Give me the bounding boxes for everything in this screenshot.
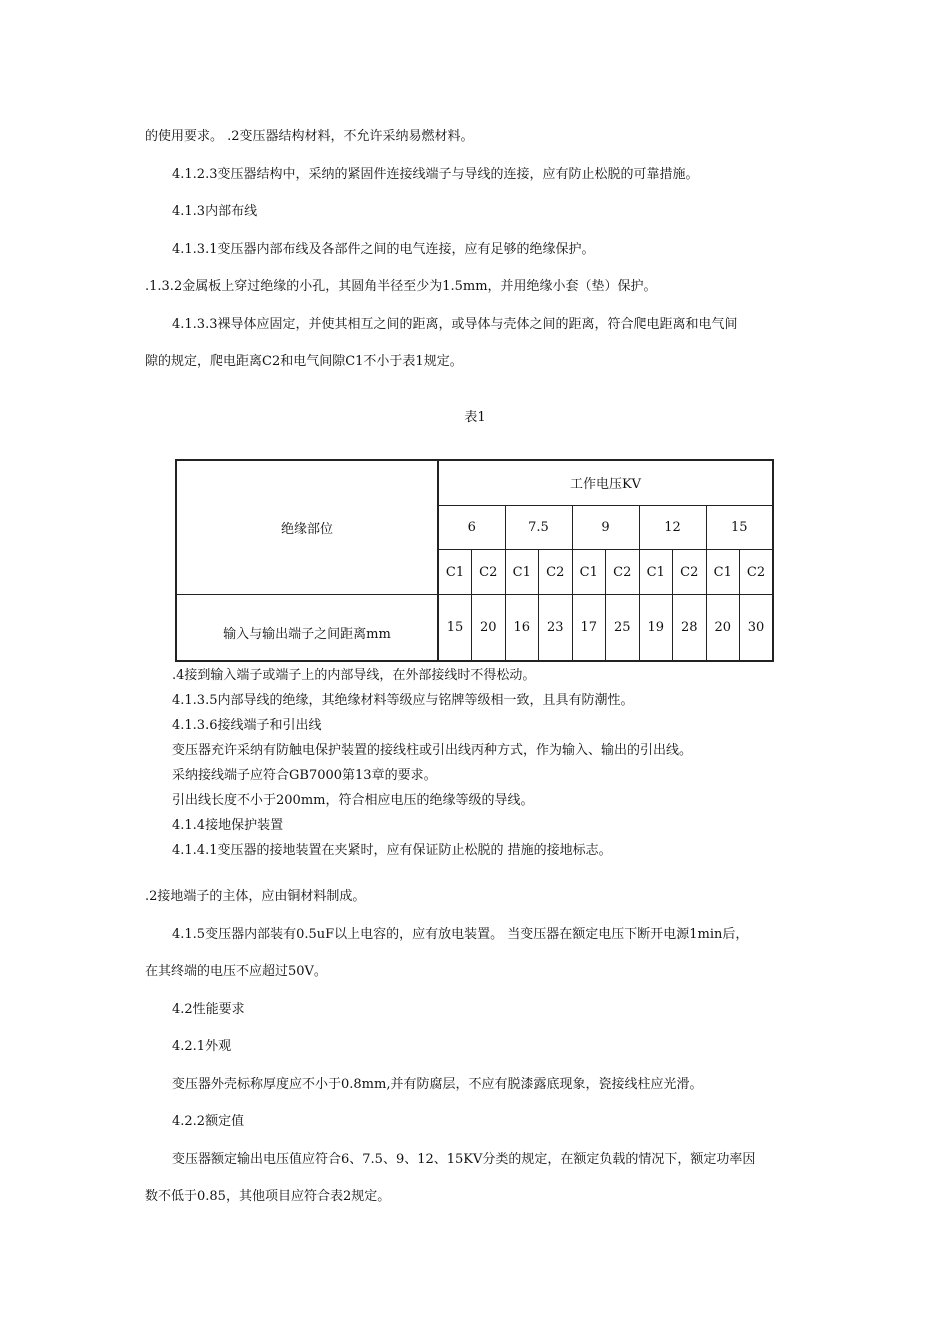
voltage-header-7-5: 7.5	[505, 505, 572, 549]
paragraph: 隙的规定，爬电距离C2和电气间隙C1不小于表1规定。	[145, 354, 463, 369]
paragraph: 变压器外壳标称厚度应不小于0.8mm,并有防腐层，不应有脱漆露底现象，瓷接线柱应光滑。	[172, 1077, 703, 1092]
clearance-table	[175, 459, 774, 662]
sub-header-cell: C1	[572, 550, 606, 594]
section-heading: 4.2性能要求	[172, 1002, 245, 1017]
paragraph: 4.1.5变压器内部装有0.5uF以上电容的，应有放电装置。 当变压器在额定电压下断开电源1min后，	[172, 927, 749, 942]
voltage-header-12: 12	[639, 505, 706, 549]
paragraph: .2接地端子的主体，应由铜材料制成。	[145, 889, 366, 904]
value-cell: 23	[539, 594, 573, 661]
row-header-cell: 绝缘部位	[176, 460, 438, 594]
sub-header-cell: C1	[639, 550, 673, 594]
paragraph: 数不低于0.85，其他项目应符合表2规定。	[145, 1189, 391, 1204]
sub-header-cell: C1	[438, 550, 472, 594]
sub-header-cell: C2	[539, 550, 573, 594]
table-caption: 表1	[464, 410, 486, 425]
voltage-header-9: 9	[572, 505, 639, 549]
paragraph: 变压器额定输出电压值应符合6、7.5、9、12、15KV分类的规定，在额定负载的情况下，额定功率因	[172, 1152, 756, 1167]
sub-header-cell: C1	[505, 550, 539, 594]
paragraph: 采纳接线端子应符合GB7000第13章的要求。	[172, 768, 437, 783]
paragraph: 在其终端的电压不应超过50V。	[145, 964, 327, 979]
value-cell: 17	[572, 594, 606, 661]
value-cell: 15	[438, 594, 472, 661]
paragraph: 的使用要求。 .2变压器结构材料，不允许采纳易燃材料。	[145, 129, 474, 144]
sub-header-cell: C2	[606, 550, 640, 594]
section-heading: 4.1.3.6接线端子和引出线	[172, 718, 322, 733]
value-cell: 20	[472, 594, 506, 661]
value-cell: 30	[740, 594, 774, 661]
section-heading: 4.2.1外观	[172, 1039, 232, 1054]
paragraph: 4.1.3.3裸导体应固定，并使其相互之间的距离，或导体与壳体之间的距离，符合爬电距离和电气间	[172, 317, 738, 332]
section-heading: 4.1.3内部布线	[172, 204, 258, 219]
value-cell: 19	[639, 594, 673, 661]
voltage-header-6: 6	[438, 505, 505, 549]
paragraph: 变压器充许采纳有防触电保护装置的接线柱或引出线丙种方式，作为输入、输出的引出线。	[172, 743, 693, 758]
voltage-header-15: 15	[706, 505, 773, 549]
sub-header-cell: C2	[472, 550, 506, 594]
sub-header-cell: C1	[706, 550, 740, 594]
paragraph: 4.1.3.1变压器内部布线及各部件之间的电气连接，应有足够的绝缘保护。	[172, 242, 595, 257]
row-label-cell: 输入与输出端子之间距离mm	[176, 594, 438, 661]
paragraph: 4.1.3.5内部导线的绝缘，其绝缘材料等级应与铭牌等级相一致，且具有防潮性。	[172, 693, 634, 708]
paragraph: 引出线长度不小于200mm，符合相应电压的绝缘等级的导线。	[172, 793, 534, 808]
value-cell: 28	[673, 594, 707, 661]
section-heading: 4.2.2额定值	[172, 1114, 245, 1129]
paragraph: .4接到输入端子或端子上的内部导线，在外部接线时不得松动。	[172, 668, 536, 683]
section-heading: 4.1.4接地保护装置	[172, 818, 284, 833]
paragraph: 4.1.4.1变压器的接地装置在夹紧时，应有保证防止松脱的 措施的接地标志。	[172, 843, 612, 858]
value-cell: 25	[606, 594, 640, 661]
paragraph: 4.1.2.3变压器结构中，采纳的紧固件连接线端子与导线的连接，应有防止松脱的可靠措施。	[172, 167, 699, 182]
sub-header-cell: C2	[740, 550, 774, 594]
sub-header-cell: C2	[673, 550, 707, 594]
value-cell: 16	[505, 594, 539, 661]
paragraph: .1.3.2金属板上穿过绝缘的小孔，其圆角半径至少为1.5mm，并用绝缘小套（垫）保护。	[145, 279, 657, 294]
voltage-group-header: 工作电压KV	[438, 460, 773, 505]
value-cell: 20	[706, 594, 740, 661]
